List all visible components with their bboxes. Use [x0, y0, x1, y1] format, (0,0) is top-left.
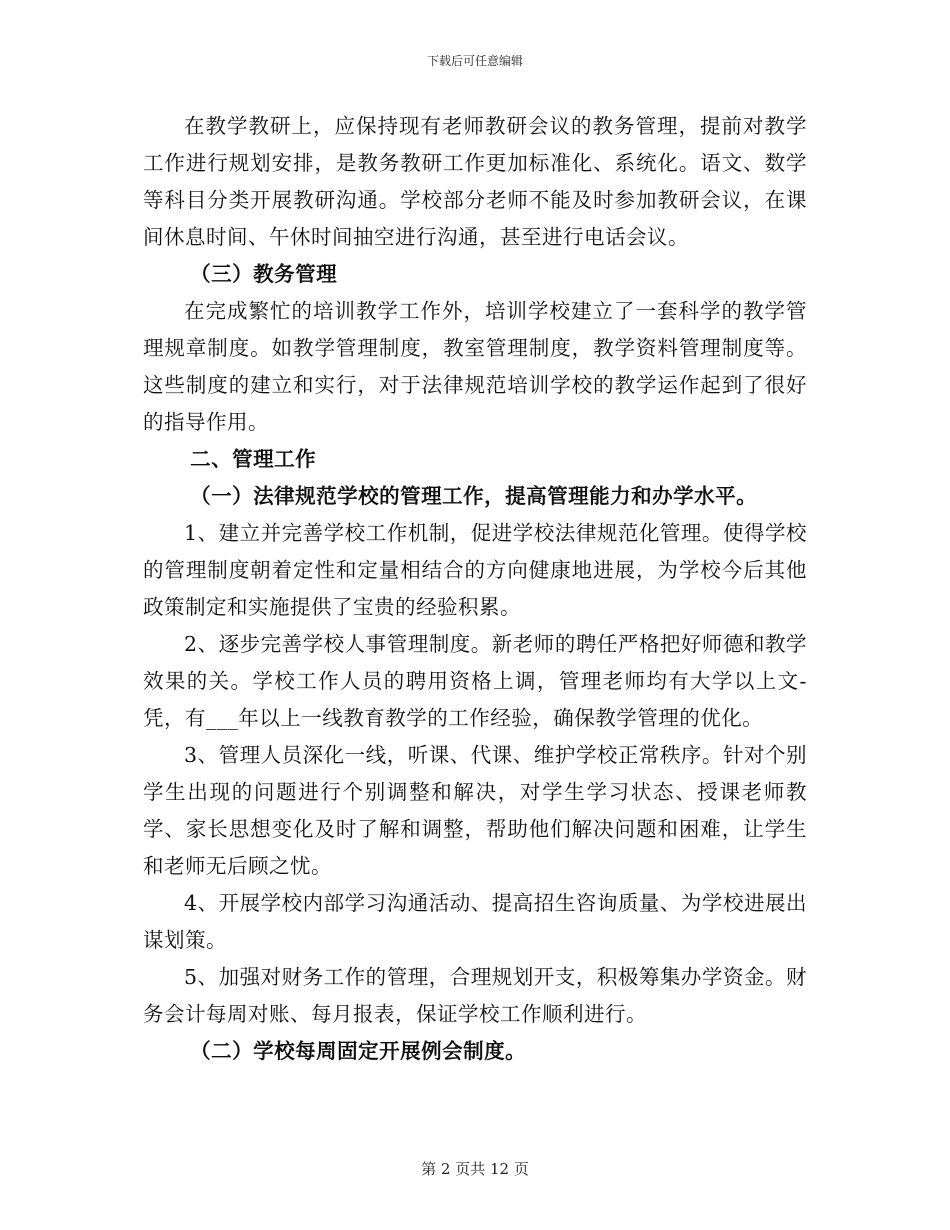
paragraph-academic-affairs: 在完成繁忙的培训教学工作外，培训学校建立了一套科学的教学管理规章制度。如教学管理制度，教室管理制度，教学资料管理制度等。这些制度的建立和实行，对于法律规范培训学校的教学运作起到了很好的指导作用。 — [143, 299, 807, 434]
document-body — [143, 108, 807, 1070]
page-footer: 第 2 页共 12 页 — [421, 1160, 529, 1178]
heading-weekly-meeting: （二）学校每周固定开展例会制度。 — [190, 1039, 527, 1063]
page-header: 下载后可任意编辑 — [426, 54, 523, 68]
heading-management-work: 二、管理工作 — [190, 447, 317, 471]
paragraph-item-4: 4、开展学校内部学习沟通活动、提高招生咨询质量、为学校进展出谋划策。 — [143, 891, 807, 952]
paragraph-item-3: 3、管理人员深化一线，听课、代课、维护学校正常秩序。针对个别学生出现的问题进行个别调整和解决，对学生学习状态、授课老师教学、家长思想变化及时了解和调整，帮助他们解决问题和困难，让学生和老师无后顾之忧。 — [143, 743, 807, 878]
heading-academic-affairs: （三）教务管理 — [190, 262, 338, 286]
paragraph-item-2: 2、逐步完善学校人事管理制度。新老师的聘任严格把好师德和教学效果的关。学校工作人员的聘用资格上调，管理老师均有大学以上文-凭，有___年以上一线教育教学的工作经验，确保教学管理的优化。 — [143, 632, 807, 730]
paragraph-item-1: 1、建立并完善学校工作机制，促进学校法律规范化管理。使得学校的管理制度朝着定性和定量相结合的方向健康地进展，为学校今后其他政策制定和实施提供了宝贵的经验积累。 — [143, 521, 807, 619]
heading-school-management: （一）法律规范学校的管理工作，提高管理能力和办学水平。 — [190, 484, 758, 508]
paragraph-teaching-research: 在教学教研上，应保持现有老师教研会议的教务管理，提前对教学工作进行规划安排，是教务教研工作更加标准化、系统化。语文、数学等科目分类开展教研沟通。学校部分老师不能及时参加教研会议，在课间休息时间、午休时间抽空进行沟通，甚至进行电话会议。 — [143, 114, 807, 249]
paragraph-item-5: 5、加强对财务工作的管理，合理规划开支，积极筹集办学资金。财务会计每周对账、每月报表，保证学校工作顺利进行。 — [143, 965, 807, 1026]
